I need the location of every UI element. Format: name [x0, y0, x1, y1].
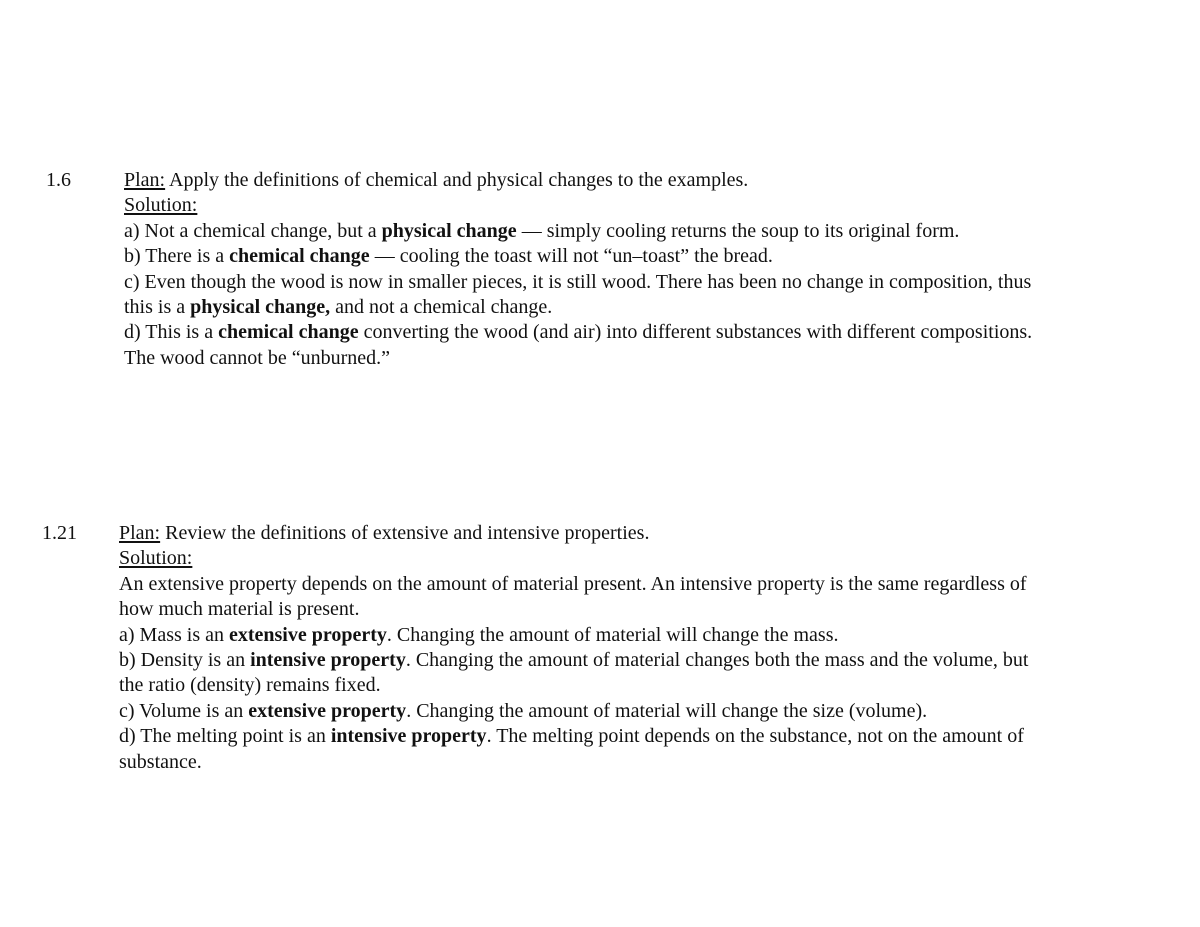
plan-line — [119, 521, 1144, 546]
solution-text-line: b) Density is an intensive property. Changing the amount of material changes both the mass and the volume, but — [119, 649, 1029, 672]
solution-line — [124, 193, 1149, 218]
solution-text-line: substance. — [119, 750, 202, 773]
solution-text-line: The wood cannot be “unburned.” — [124, 346, 391, 369]
solution-line — [119, 546, 1144, 571]
solution-label: Solution: — [119, 547, 193, 570]
problem-body — [124, 168, 1149, 371]
solution-text-line: this is a physical change, and not a chemical change. — [124, 296, 553, 319]
solution-text-line: d) The melting point is an intensive property. The melting point depends on the substance, not on the amount of — [119, 725, 1024, 748]
solution-text-line: a) Mass is an extensive property. Changing the amount of material will change the mass. — [119, 623, 839, 646]
problem-number: 1.21 — [42, 522, 77, 544]
problem-number: 1.6 — [46, 169, 71, 191]
solution-text-line: b) There is a chemical change — cooling the toast will not “un–toast” the bread. — [124, 245, 773, 268]
plan-label: Plan: — [124, 169, 166, 191]
plan-text: Apply the definitions of chemical and physical changes to the examples. — [165, 169, 749, 191]
solution-text-line: An extensive property depends on the amount of material present. An intensive property is the same regardless of — [119, 572, 1027, 595]
solution-text-line: d) This is a chemical change converting the wood (and air) into different substances with different compositions. — [124, 321, 1033, 344]
solution-text-line: how much material is present. — [119, 598, 360, 621]
solution-text-line: c) Volume is an extensive property. Changing the amount of material will change the size (volume). — [119, 699, 928, 722]
solution-text-line: c) Even though the wood is now in smaller pieces, it is still wood. There has been no change in composition, thus — [124, 270, 1032, 293]
solution-text-line: a) Not a chemical change, but a physical change — simply cooling returns the soup to its original form. — [124, 219, 960, 242]
plan-text: Review the definitions of extensive and intensive properties. — [160, 522, 650, 544]
plan-label: Plan: — [119, 522, 161, 544]
problem-body — [119, 521, 1144, 775]
solution-label: Solution: — [124, 194, 198, 217]
solution-text-line: the ratio (density) remains fixed. — [119, 674, 381, 697]
plan-line — [124, 168, 1149, 193]
